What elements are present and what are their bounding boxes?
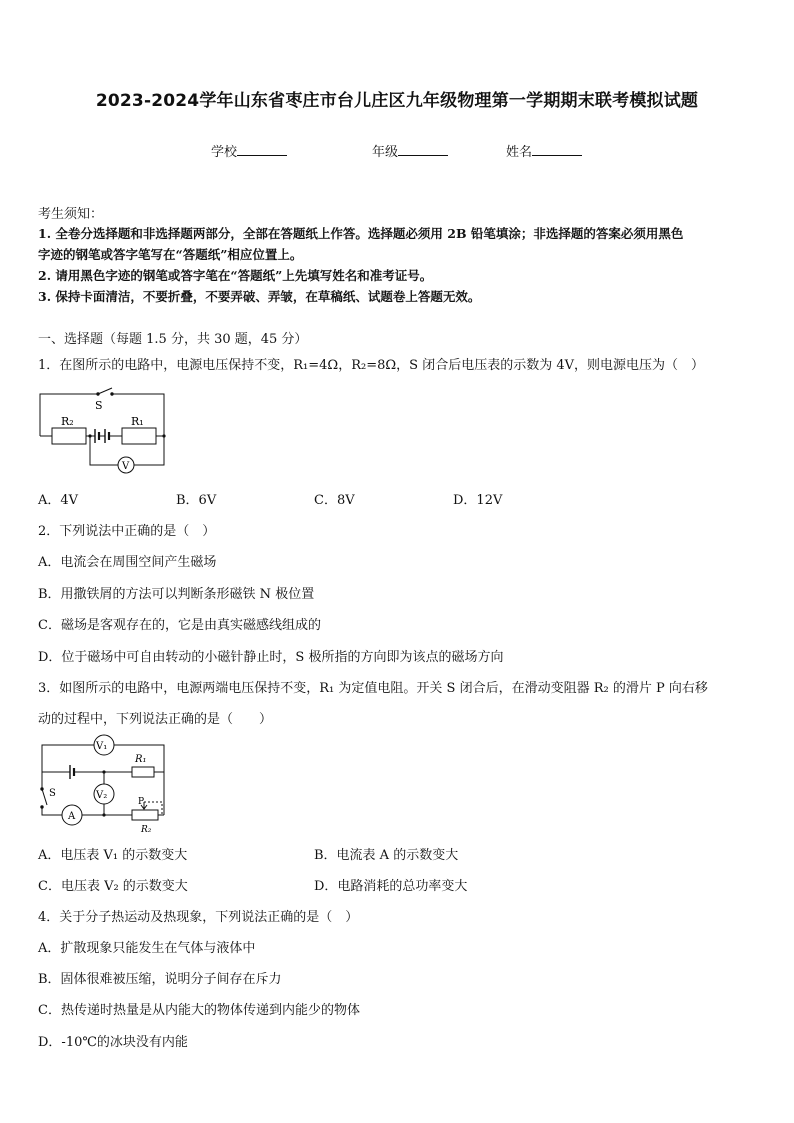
q1-option-c[interactable]: C．8V (314, 493, 355, 508)
notice-item: 1. 全卷分选择题和非选择题两部分，全部在答题纸上作答。选择题必须用 2B 铅笔填涂；非选择题的答案必须用黑色 (38, 226, 684, 241)
exam-title: 2023-2024学年山东省枣庄市台儿庄区九年级物理第一学期期末联考模拟试题 (95, 91, 699, 111)
notice-item: 3. 保持卡面清洁，不要折叠，不要弄破、弄皱，在草稿纸、试题卷上答题无效。 (38, 289, 481, 304)
q3-slider-label: P (138, 797, 145, 807)
notice-item: 2. 请用黑色字迹的钢笔或答字笔在“答题纸”上先填写姓名和准考证号。 (38, 268, 433, 283)
q4-option-b[interactable]: B．固体很难被压缩，说明分子间存在斥力 (38, 972, 282, 987)
q2-option-d[interactable]: D．位于磁场中可自由转动的小磁针静止时，S 极所指的方向即为该点的磁场方向 (38, 650, 504, 665)
q4-option-d[interactable]: D．-10℃的冰块没有内能 (38, 1035, 188, 1050)
school-label: 学校 (211, 145, 238, 160)
q3-r2-label: R₂ (141, 825, 152, 835)
section-heading: 一、选择题（每题 1.5 分，共 30 题，45 分） (38, 332, 308, 347)
name-blank (532, 143, 582, 156)
grade-label: 年级 (372, 145, 399, 160)
school-blank (237, 143, 287, 156)
q4-option-c[interactable]: C．热传递时热量是从内能大的物体传递到内能少的物体 (38, 1003, 360, 1018)
q3-switch-label: S (49, 788, 56, 799)
name-label: 姓名 (506, 145, 533, 160)
q1-voltmeter-label: V (122, 461, 130, 472)
q4-option-a[interactable]: A．扩散现象只能发生在气体与液体中 (38, 941, 256, 956)
q2-option-a[interactable]: A．电流会在周围空间产生磁场 (38, 555, 217, 570)
q2-option-b[interactable]: B．用撒铁屑的方法可以判断条形磁铁 N 极位置 (38, 587, 315, 602)
name-field (506, 141, 582, 160)
q1-option-b[interactable]: B．6V (176, 493, 217, 508)
q3-option-d[interactable]: D．电路消耗的总功率变大 (314, 879, 468, 894)
q3-circuit-diagram (38, 733, 170, 835)
notice-heading: 考生须知： (38, 207, 104, 222)
q3-v2-label: V₂ (96, 790, 108, 801)
q3-ammeter-label: A (68, 811, 76, 822)
grade-field (372, 141, 448, 160)
q3-r1-label: R₁ (135, 754, 147, 765)
grade-blank (398, 143, 448, 156)
q1-stem: 1．在图所示的电路中，电源电压保持不变，R₁=4Ω，R₂=8Ω，S 闭合后电压表的示数为 4V，则电源电压为（ ） (38, 358, 704, 373)
q3-option-a[interactable]: A．电压表 V₁ 的示数变大 (38, 848, 188, 863)
q1-r1-label: R₁ (131, 415, 144, 428)
q3-v1-label: V₁ (96, 741, 108, 752)
q1-circuit-diagram (38, 382, 170, 478)
q4-stem: 4．关于分子热运动及热现象，下列说法正确的是（ ） (38, 910, 359, 925)
q3-option-b[interactable]: B．电流表 A 的示数变大 (314, 848, 459, 863)
q1-r2-label: R₂ (61, 415, 74, 428)
q2-stem: 2．下列说法中正确的是（ ） (38, 524, 216, 539)
q1-option-d[interactable]: D．12V (453, 493, 503, 508)
notice-item: 字迹的钢笔或答字笔写在“答题纸”相应位置上。 (38, 247, 303, 262)
q1-option-a[interactable]: A．4V (38, 493, 79, 508)
school-field (211, 141, 287, 160)
q2-option-c[interactable]: C．磁场是客观存在的，它是由真实磁感线组成的 (38, 618, 321, 633)
q3-stem-line2: 动的过程中，下列说法正确的是（ ） (38, 712, 273, 727)
q1-switch-label: S (95, 399, 103, 412)
q3-option-c[interactable]: C．电压表 V₂ 的示数变大 (38, 879, 188, 894)
q3-stem-line1: 3．如图所示的电路中，电源两端电压保持不变，R₁ 为定值电阻。开关 S 闭合后，在滑动变阻器 R₂ 的滑片 P 向右移 (38, 681, 708, 696)
